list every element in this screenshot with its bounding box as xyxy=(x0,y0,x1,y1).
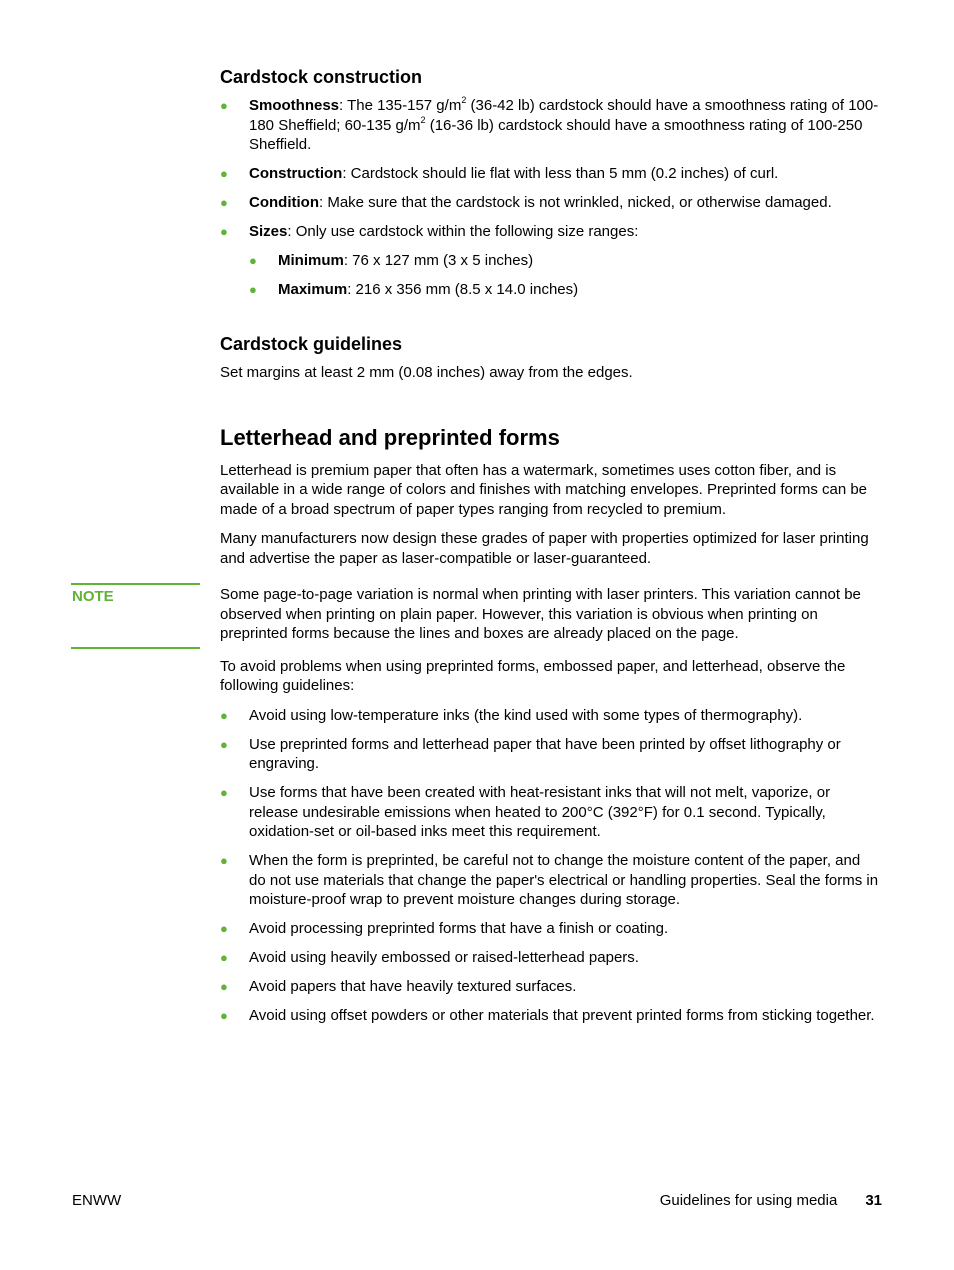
list-item: ● Avoid using heavily embossed or raised-letterhead papers. xyxy=(220,949,639,966)
term: Sizes xyxy=(249,223,288,240)
list-item: ● When the form is preprinted, be careful not to change the moisture content of the paper, and do not use materials that change the paper's electrical or handling properties. Seal the forms in moisture-proof wrap to prevent moisture changes during storage. xyxy=(220,852,879,908)
footer-doc-id: ENWW xyxy=(72,1192,122,1209)
guideline-list xyxy=(220,706,880,1026)
page-content xyxy=(72,66,880,1035)
construction-list xyxy=(220,96,880,300)
bullet-icon: ● xyxy=(249,253,257,268)
heading-cardstock-construction: Cardstock construction xyxy=(220,67,423,87)
page-number: 31 xyxy=(865,1192,882,1209)
list-item: ● Smoothness: The 135-157 $g/m^2$ (36-42 lb) cardstock should have a smoothness rating of 100-180 Sheffield; 60-135 $g/m^2$ (16-36 lb) cardstock should have a smoothness rating of 100-250 Sheffield. xyxy=(220,95,879,153)
note-label: NOTE xyxy=(72,588,114,605)
term: Condition xyxy=(249,194,319,211)
list-item: ● Avoid using low-temperature inks (the kind used with some types of thermography). xyxy=(220,706,803,724)
note-text: Some page-to-page variation is normal when printing with laser printers. This variation cannot be observed when printing on plain paper. However, this variation is obvious when printing on preprinted forms because the lines and boxes are already placed on the page. xyxy=(220,586,861,642)
bullet-icon: ● xyxy=(220,707,228,723)
bullet-icon: ● xyxy=(220,195,228,210)
term: Minimum xyxy=(278,252,344,269)
list-item: ● Sizes: Only use cardstock within the following size ranges: ● Minimum: 76 x 127 mm (3 x 5 inches) ● Maximum: 216 x 356 mm (8.5 x 14.0 inches) xyxy=(220,222,880,300)
term: Construction xyxy=(249,165,343,182)
note-sidebar xyxy=(71,583,200,649)
bullet-icon: ● xyxy=(220,979,228,994)
footer-section: Guidelines for using media xyxy=(659,1192,838,1209)
bullet-icon: ● xyxy=(220,853,228,868)
bullet-icon: ● xyxy=(220,785,228,800)
list-item: ● Use preprinted forms and letterhead paper that have been printed by offset lithography or engraving. xyxy=(220,735,841,772)
list-item: ● Use forms that have been created with heat-resistant inks that will not melt, vaporize, or release undesirable emissions when heated to 200°C (392°F) for 0.1 second. Typically, oxidation-set or oil-based inks meet this requirement. xyxy=(220,784,831,840)
bullet-icon: ● xyxy=(220,1008,228,1023)
letterhead-para-3: To avoid problems when using preprinted forms, embossed paper, and letterhead, observe the following guidelines: xyxy=(220,657,846,694)
list-item: ● Construction: Cardstock should lie flat with less than 5 mm (0.2 inches) of curl. xyxy=(220,165,779,182)
footer-right xyxy=(660,1192,882,1209)
list-item: ● Avoid using offset powders or other materials that prevent printed forms from sticking together. xyxy=(220,1007,875,1024)
bullet-icon: ● xyxy=(249,282,257,297)
size-list xyxy=(249,251,880,300)
note-block xyxy=(72,585,880,644)
heading-letterhead: Letterhead and preprinted forms xyxy=(220,424,560,450)
list-item: ● Avoid processing preprinted forms that have a finish or coating. xyxy=(220,920,669,937)
letterhead-para-2: Many manufacturers now design these grades of paper with properties optimized for laser printing and advertise the paper as laser-compatible or laser-guaranteed. xyxy=(220,530,869,567)
list-item: ● Avoid papers that have heavily textured surfaces. xyxy=(220,978,577,995)
letterhead-para-1: Letterhead is premium paper that often has a watermark, sometimes uses cotton fiber, and is available in a wide range of colors and finishes with matching envelopes. Preprinted forms can be made of a broad spectrum of paper types ranging from recycled to premium. xyxy=(220,461,868,518)
bullet-icon: ● xyxy=(220,736,228,752)
bullet-icon: ● xyxy=(220,98,228,113)
list-item: ● Minimum: 76 x 127 mm (3 x 5 inches) xyxy=(249,252,534,269)
term: Maximum xyxy=(278,281,348,298)
bullet-icon: ● xyxy=(220,921,228,936)
bullet-icon: ● xyxy=(220,950,228,965)
bullet-icon: ● xyxy=(220,166,228,181)
cardstock-guidelines-text: Set margins at least 2 mm (0.08 inches) away from the edges. xyxy=(220,364,633,381)
bullet-icon: ● xyxy=(220,224,228,239)
list-item: ● Maximum: 216 x 356 mm (8.5 x 14.0 inches) xyxy=(249,281,579,298)
list-item: ● Condition: Make sure that the cardstock is not wrinkled, nicked, or otherwise damaged. xyxy=(220,194,832,211)
term: Smoothness xyxy=(249,97,340,114)
heading-cardstock-guidelines: Cardstock guidelines xyxy=(220,334,403,354)
